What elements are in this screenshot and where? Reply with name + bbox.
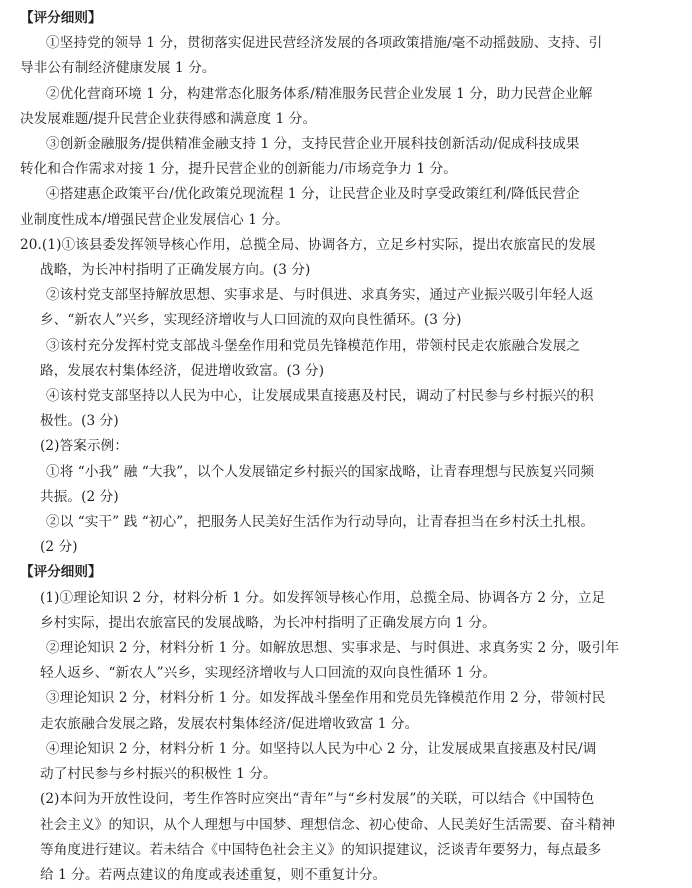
- text-line: ④该村党支部坚持以人民为中心，让发展成果直接惠及村民，调动了村民参与乡村振兴的积: [46, 388, 594, 405]
- text-line: (2)本问为开放性设问，考生作答时应突出“青年”与“乡村发展”的关联，可以结合《中国特色: [40, 791, 595, 808]
- text-line: 战略，为长冲村指明了正确发展方向。(3 分): [40, 262, 311, 279]
- text-line: (2 分): [40, 539, 78, 556]
- text-line: (2)答案示例：: [40, 438, 129, 455]
- text-line: 动了村民参与乡村振兴的积极性 1 分。: [40, 766, 277, 783]
- text-line: 社会主义》的知识，从个人理想与中国梦、理想信念、初心使命、人民美好生活需要、奋斗精神: [40, 816, 616, 833]
- text-line: ④理论知识 2 分，材料分析 1 分。如坚持以人民为中心 2 分，让发展成果直接惠及村民/调: [46, 740, 597, 757]
- text-line: 导非公有制经济健康发展 1 分。: [20, 60, 216, 77]
- text-line: 给 1 分。若两点建议的角度或表述重复，则不重复计分。: [40, 866, 387, 883]
- text-line: 乡、“新农人”兴乡，实现经济增收与人口回流的双向良性循环。(3 分): [40, 312, 462, 329]
- text-line: 路，发展农村集体经济，促进增收致富。(3 分): [40, 362, 325, 379]
- scoring-rules-block-2: [20, 586, 672, 888]
- text-line: ③理论知识 2 分，材料分析 1 分。如发挥战斗堡垒作用和党员先锋模范作用 2 分，带领村民: [46, 690, 606, 707]
- text-line: ②理论知识 2 分，材料分析 1 分。如解放思想、实事求是、与时俱进、求真务实 2 分，吸引年: [46, 640, 620, 657]
- text-line: 轻人返乡、“新农人”兴乡，实现经济增收与人口回流的双向良性循环 1 分。: [40, 665, 497, 682]
- text-line: ④搭建惠企政策平台/优化政策兑现流程 1 分，让民营企业及时享受政策红利/降低民营企: [46, 186, 580, 203]
- text-line: (1)①理论知识 2 分，材料分析 1 分。如发挥领导核心作用，总揽全局、协调各方 2 分，立足: [40, 589, 606, 606]
- text-line: ②以 “实干” 践 “初心”，把服务人民美好生活作为行动导向，让青春担当在乡村沃土扎根。: [46, 514, 595, 531]
- scoring-rules-heading-2: 【评分细则】: [20, 564, 102, 581]
- question-20-block: [20, 233, 672, 561]
- text-line: [20, 233, 672, 258]
- text-line: ②优化营商环境 1 分，构建常态化服务体系/精准服务民营企业发展 1 分，助力民营企业解: [46, 85, 593, 102]
- text-line: 乡村实际，提出农旅富民的发展战略，为长冲村指明了正确发展方向 1 分。: [40, 614, 496, 631]
- text-line-content: (1)①该县委发挥领导核心作用，总揽全局、协调各方，立足乡村实际，提出农旅富民的发展: [41, 236, 596, 253]
- scoring-rules-heading-1: 【评分细则】: [20, 10, 102, 26]
- text-line: 共振。(2 分): [40, 488, 119, 505]
- text-line: ③创新金融服务/提供精准金融支持 1 分，支持民营企业开展科技创新活动/促成科技成果: [46, 136, 580, 153]
- text-line: 决发展难题/提升民营企业获得感和满意度 1 分。: [20, 110, 317, 127]
- text-line: 等角度进行建议。若未结合《中国特色社会主义》的知识提建议，泛谈青年要努力，每点最多: [40, 841, 602, 858]
- scoring-rules-block-1: [20, 31, 672, 233]
- text-line: 走农旅融合发展之路，发展农村集体经济/促进增收致富 1 分。: [40, 715, 419, 732]
- text-line: 极性。(3 分): [40, 413, 119, 430]
- text-line: 转化和合作需求对接 1 分，提升民营企业的创新能力/市场竞争力 1 分。: [20, 161, 457, 178]
- text-line: ①坚持党的领导 1 分，贯彻落实促进民营经济发展的各项政策措施/毫不动摇鼓励、支持、引: [46, 35, 603, 52]
- question-number: 20.: [20, 236, 42, 253]
- text-line: ③该村充分发挥村党支部战斗堡垒作用和党员先锋模范作用，带领村民走农旅融合发展之: [46, 337, 581, 354]
- text-line: 业制度性成本/增强民营企业发展信心 1 分。: [20, 211, 289, 228]
- text-line: ①将 “小我” 融 “大我”，以个人发展锚定乡村振兴的国家战略，让青春理想与民族复兴同频: [46, 463, 595, 480]
- text-line: ②该村党支部坚持解放思想、实事求是、与时俱进、求真务实，通过产业振兴吸引年轻人返: [46, 287, 594, 304]
